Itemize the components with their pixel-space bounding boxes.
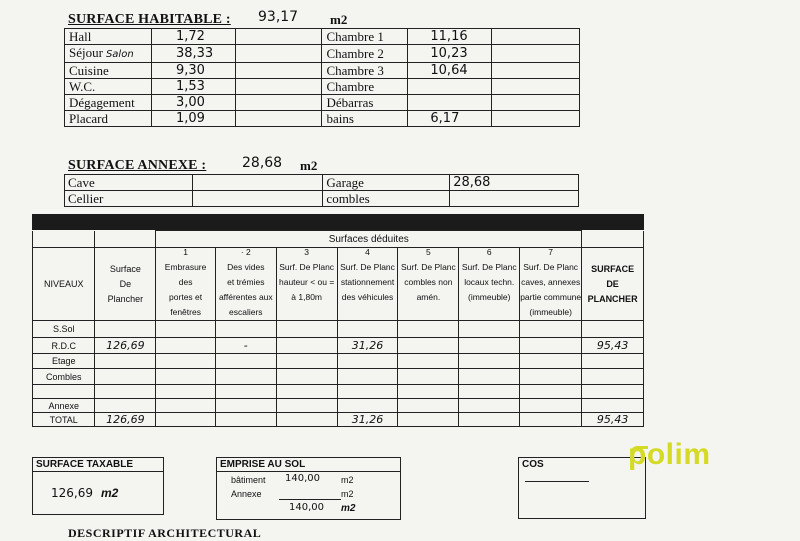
table-row	[33, 321, 644, 338]
row-deduction-value	[337, 354, 398, 369]
row-deduction-value	[520, 369, 582, 385]
habitable-room-label-right: Chambre 2	[322, 45, 408, 63]
annexe-label: Cave	[65, 175, 193, 191]
row-surface-value: 126,69	[95, 413, 156, 427]
row-surface-value	[95, 321, 156, 338]
habitable-room-label-right: Chambre	[322, 79, 408, 95]
habitable-room-value-right: 10,23	[408, 45, 492, 63]
habitable-room-value-right	[408, 95, 492, 111]
emprise-batiment-unit: m2	[341, 475, 354, 485]
footer-heading: DESCRIPTIF ARCHITECTURAL	[68, 526, 262, 540]
habitable-room-label	[65, 29, 152, 45]
row-final-value: 95,43	[582, 413, 644, 427]
habitable-unit: m2	[330, 12, 348, 27]
col-surface-de-plancher	[582, 248, 644, 321]
cos-title: COS	[522, 459, 544, 470]
row-deduction-value	[276, 338, 337, 354]
col-deduction-2	[215, 248, 276, 321]
col-header-line: (immeuble)	[467, 292, 511, 302]
room-label: Placard	[69, 111, 108, 126]
table-black-header-bar	[32, 214, 644, 230]
row-deduction-value	[276, 413, 337, 427]
col-number: 1	[183, 247, 188, 257]
annexe-unit: m2	[300, 158, 318, 173]
habitable-table	[64, 28, 580, 127]
empty-cell	[235, 111, 322, 127]
cos-line	[525, 481, 589, 482]
row-deduction-value: -	[215, 338, 276, 354]
row-deduction-value	[398, 354, 459, 369]
row-deduction-value	[459, 338, 520, 354]
habitable-room-value-right: 10,64	[408, 63, 492, 79]
row-deduction-value	[337, 399, 398, 413]
table-row	[33, 369, 644, 385]
emprise-batiment-label: bâtiment	[231, 475, 266, 485]
habitable-room-label	[65, 111, 152, 127]
row-deduction-value	[459, 369, 520, 385]
empty-cell	[192, 191, 323, 207]
taxable-unit: m2	[101, 486, 119, 500]
annexe-label: Cellier	[65, 191, 193, 207]
row-deduction-value	[276, 354, 337, 369]
col-number: · 2	[240, 247, 251, 257]
habitable-room-value: 1,72	[151, 29, 235, 45]
row-deduction-value	[520, 399, 582, 413]
empty-cell	[492, 111, 580, 127]
col-header-line: Surf. De Planc	[461, 262, 517, 272]
row-label: TOTAL	[33, 413, 95, 427]
habitable-room-value: 3,00	[151, 95, 235, 111]
row-deduction-value	[459, 385, 520, 399]
col-deduction-4	[337, 248, 398, 321]
room-label: W.C.	[69, 79, 96, 94]
row-deduction-value	[156, 385, 216, 399]
col-header-line: à 1,80m	[291, 292, 323, 302]
row-deduction-value	[215, 385, 276, 399]
emprise-total-value: 140,00	[289, 502, 324, 513]
col-niveaux: NIVEAUX	[33, 248, 95, 321]
empty-cell	[235, 63, 322, 79]
row-deduction-value	[215, 369, 276, 385]
habitable-total: 93,17	[258, 9, 299, 25]
row-final-value: 95,43	[582, 338, 644, 354]
row-deduction-value	[398, 413, 459, 427]
row-deduction-value	[156, 369, 216, 385]
table-row	[65, 45, 580, 63]
table-row	[65, 63, 580, 79]
habitable-room-value: 1,53	[151, 79, 235, 95]
row-deduction-value	[156, 413, 216, 427]
surfaces-deduites-label: Surfaces déduites	[156, 231, 582, 248]
habitable-room-label-right: Chambre 3	[322, 63, 408, 79]
row-final-value	[582, 369, 644, 385]
col-header-line: stationnement	[340, 277, 395, 287]
row-deduction-value	[156, 354, 216, 369]
row-final-value	[582, 385, 644, 399]
col-header-line: Embrasure	[164, 262, 207, 272]
row-deduction-value	[520, 354, 582, 369]
row-surface-value	[95, 385, 156, 399]
taxable-value: 126,69	[51, 486, 93, 500]
col-header-line: hauteur < ou =	[279, 277, 335, 287]
row-label: Combles	[33, 369, 95, 385]
habitable-room-label-right: Chambre 1	[322, 29, 408, 45]
habitable-room-value-right: 11,16	[408, 29, 492, 45]
habitable-room-label	[65, 79, 152, 95]
emprise-total-unit: m2	[341, 503, 356, 514]
table-row	[65, 191, 579, 207]
empty-cell	[492, 63, 580, 79]
col-header-line: Surf. De Planc	[279, 262, 335, 272]
emprise-box	[216, 457, 401, 520]
row-deduction-value	[459, 413, 520, 427]
col-header-line: amén.	[416, 292, 441, 302]
row-deduction-value	[215, 413, 276, 427]
col-number: 6	[486, 247, 492, 257]
col-deduction-1	[156, 248, 216, 321]
emprise-sum-line	[279, 499, 341, 500]
surfaces-deduites-table	[32, 230, 644, 427]
col-header-line: afférentes aux	[218, 292, 273, 302]
room-suffix: Salon	[105, 49, 134, 60]
row-deduction-value	[520, 321, 582, 338]
row-deduction-value	[276, 369, 337, 385]
col-header-line: PLANCHER	[587, 293, 638, 304]
row-label: R.D.C	[33, 338, 95, 354]
row-final-value	[582, 321, 644, 338]
emprise-title: EMPRISE AU SOL	[217, 458, 400, 472]
row-surface-value	[95, 354, 156, 369]
row-deduction-value	[156, 321, 216, 338]
row-deduction-value	[215, 321, 276, 338]
row-deduction-value	[459, 321, 520, 338]
col-header-line: Des vides	[227, 262, 265, 272]
row-deduction-value	[398, 385, 459, 399]
row-deduction-value	[156, 338, 216, 354]
col-deduction-3	[276, 248, 337, 321]
annexe-table	[64, 174, 579, 207]
table-row	[65, 95, 580, 111]
col-deduction-7	[520, 248, 582, 321]
row-label: Annexe	[33, 399, 95, 413]
row-surface-value: 126,69	[95, 338, 156, 354]
row-deduction-value	[276, 385, 337, 399]
col-number: 4	[365, 247, 370, 257]
logo-house-mark-icon	[631, 446, 648, 461]
cos-box	[518, 457, 646, 519]
row-deduction-value	[276, 321, 337, 338]
row-deduction-value: 31,26	[337, 413, 398, 427]
col-header-line: des véhicules	[341, 292, 394, 302]
habitable-room-label-right: bains	[322, 111, 408, 127]
habitable-room-value: 9,30	[151, 63, 235, 79]
row-label: Etage	[33, 354, 95, 369]
row-deduction-value	[156, 399, 216, 413]
table-row	[65, 111, 580, 127]
col-header-line: combles non	[404, 277, 453, 287]
habitable-room-value: 1,09	[151, 111, 235, 127]
row-deduction-value	[276, 399, 337, 413]
row-deduction-value	[459, 354, 520, 369]
row-final-value	[582, 354, 644, 369]
taxable-title: SURFACE TAXABLE	[33, 458, 163, 472]
row-deduction-value	[337, 369, 398, 385]
row-deduction-value	[520, 413, 582, 427]
col-header-line: partie commune	[520, 292, 582, 302]
table-row	[33, 399, 644, 413]
table-row	[33, 385, 644, 399]
row-deduction-value	[398, 321, 459, 338]
annexe-value-right: 28,68	[450, 175, 579, 191]
row-deduction-value	[398, 399, 459, 413]
row-deduction-value	[337, 321, 398, 338]
col-header-line: Surf. De Planc	[340, 262, 395, 272]
col-header-line: Surf. De Planc	[523, 262, 579, 272]
col-header-line: des	[178, 277, 193, 287]
table-row	[65, 175, 579, 191]
col-header-line: portes et	[169, 292, 203, 302]
col-header-line: et trémies	[227, 277, 265, 287]
emprise-annexe-unit: m2	[341, 489, 354, 499]
table-row	[65, 79, 580, 95]
table-row	[33, 338, 644, 354]
empty-cell	[492, 45, 580, 63]
table-row	[33, 354, 644, 369]
habitable-room-value: 38,33	[151, 45, 235, 63]
row-surface-value	[95, 399, 156, 413]
empty-cell	[492, 29, 580, 45]
col-number: 5	[426, 247, 431, 257]
row-deduction-value	[520, 385, 582, 399]
habitable-room-value-right	[408, 79, 492, 95]
taxable-box	[32, 457, 164, 515]
col-number: 7	[548, 247, 554, 257]
room-label: Séjour	[69, 45, 103, 60]
habitable-room-label-right: Débarras	[322, 95, 408, 111]
row-deduction-value	[215, 354, 276, 369]
habitable-room-label	[65, 95, 152, 111]
annexe-title: SURFACE ANNEXE :	[68, 158, 207, 173]
row-deduction-value	[337, 385, 398, 399]
row-surface-value	[95, 369, 156, 385]
col-header-line: locaux techn.	[464, 277, 515, 287]
row-deduction-value	[215, 399, 276, 413]
empty-cell	[492, 79, 580, 95]
room-label: Cuisine	[69, 63, 109, 78]
annexe-total: 28,68	[242, 155, 283, 171]
col-deduction-6	[459, 248, 520, 321]
col-header-line: escaliers	[229, 307, 263, 317]
annexe-label-right: combles	[323, 191, 450, 207]
row-deduction-value	[398, 369, 459, 385]
emprise-annexe-label: Annexe	[231, 489, 262, 499]
annexe-value-right	[450, 191, 579, 207]
col-deduction-5	[398, 248, 459, 321]
habitable-room-value-right: 6,17	[408, 111, 492, 127]
empty-cell	[235, 45, 322, 63]
row-deduction-value: 31,26	[337, 338, 398, 354]
empty-cell	[192, 175, 323, 191]
habitable-room-label	[65, 45, 152, 63]
row-deduction-value	[520, 338, 582, 354]
room-label: Hall	[69, 29, 92, 44]
col-header-line: (immeuble)	[529, 307, 572, 317]
col-header-line: fenêtres	[170, 307, 201, 317]
empty-cell	[235, 95, 322, 111]
row-deduction-value	[459, 399, 520, 413]
empty-cell	[235, 79, 322, 95]
habitable-room-label	[65, 63, 152, 79]
row-label: S.Sol	[33, 321, 95, 338]
habitable-title: SURFACE HABITABLE :	[68, 12, 231, 27]
empty-cell	[492, 95, 580, 111]
table-row	[33, 413, 644, 427]
table-row	[65, 29, 580, 45]
col-surface-plancher: Surface De Plancher	[95, 248, 156, 321]
col-header-line: SURFACE	[591, 263, 635, 274]
empty-cell	[235, 29, 322, 45]
col-number: 3	[304, 247, 310, 257]
row-deduction-value	[398, 338, 459, 354]
room-label: Dégagement	[69, 95, 135, 110]
col-header-line: DE	[606, 278, 619, 289]
row-final-value	[582, 399, 644, 413]
logo-text: polim	[628, 438, 711, 471]
emprise-batiment-value: 140,00	[285, 473, 320, 484]
annexe-label-right: Garage	[323, 175, 450, 191]
row-label	[33, 385, 95, 399]
col-header-line: Surf. De Planc	[400, 262, 456, 272]
col-header-line: caves, annexes	[521, 277, 581, 287]
